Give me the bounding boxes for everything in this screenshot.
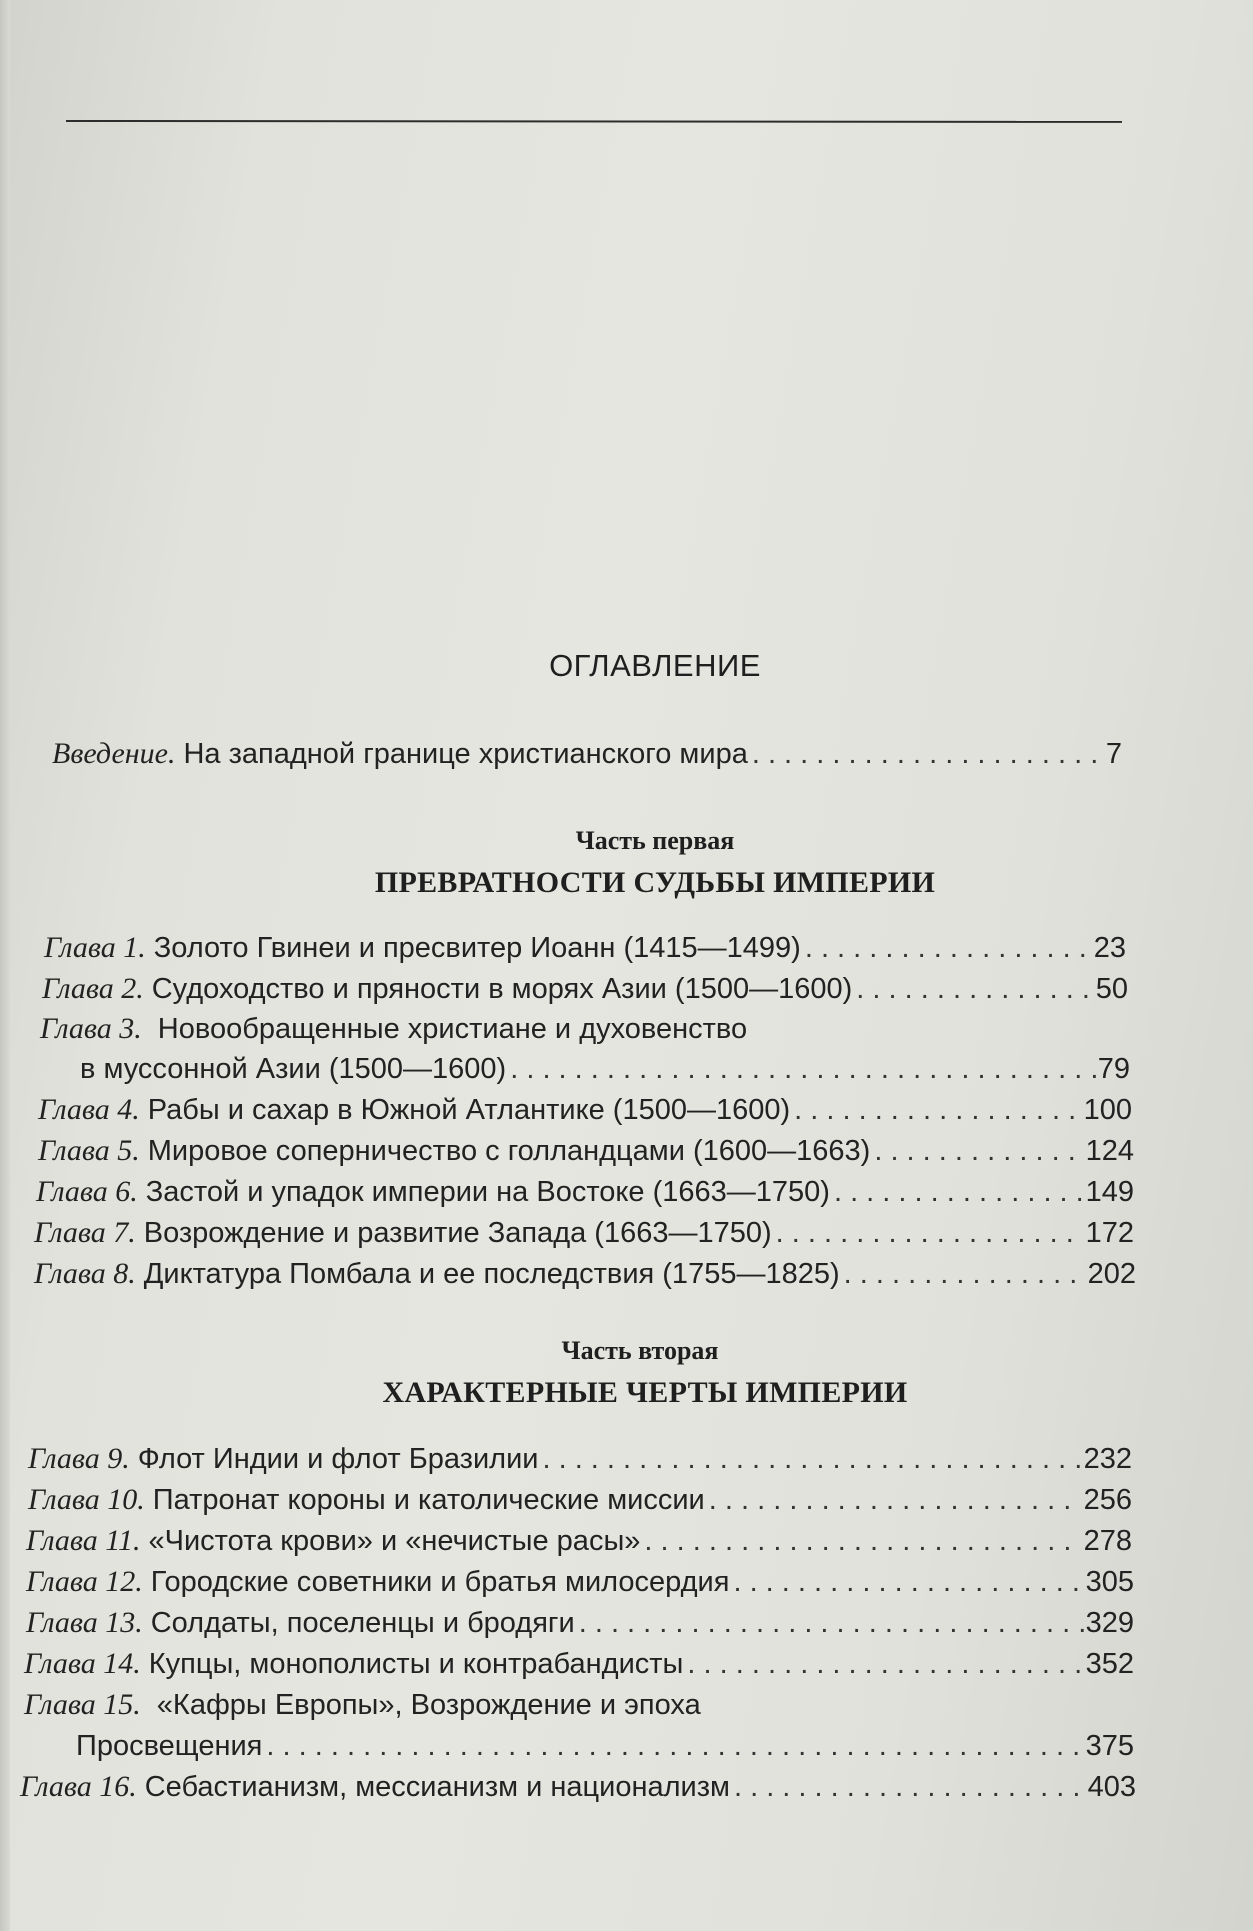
leader-dots — [834, 1174, 1084, 1210]
entry-label: Глава 11. — [26, 1524, 141, 1557]
entry-title: Патронат короны и католические миссии — [152, 1484, 705, 1516]
toc-entry-chapter-14 — [24, 1646, 1134, 1682]
entry-label: Глава 1. — [44, 931, 146, 964]
entry-title: «Кафры Европы», Возрождение и эпоха — [156, 1689, 701, 1721]
entry-title: Золото Гвинеи и пресвитер Иоанн (1415—1499) — [153, 932, 801, 964]
entry-label: Введение. — [52, 737, 176, 770]
entry-label: Глава 13. — [26, 1606, 143, 1639]
leader-dots — [874, 1133, 1083, 1169]
entry-title: Диктатура Помбала и ее последствия (1755—1825) — [143, 1258, 840, 1290]
entry-page: 7 — [1105, 738, 1122, 770]
entry-title: Судоходство и пряности в морях Азии (1500—1600) — [151, 973, 853, 1005]
entry-page: 232 — [1083, 1443, 1132, 1475]
toc-entry-chapter-12 — [26, 1564, 1134, 1600]
entry-label: Глава 12. — [26, 1565, 143, 1598]
entry-page: 202 — [1087, 1258, 1136, 1290]
leader-dots — [579, 1605, 1084, 1641]
entry-label: Глава 4. — [38, 1093, 140, 1126]
toc-entry-chapter-7 — [34, 1215, 1134, 1251]
leader-dots — [856, 971, 1093, 1007]
entry-page: 329 — [1085, 1607, 1134, 1639]
toc-entry-chapter-15 — [76, 1728, 1134, 1764]
entry-title: Возрождение и развитие Запада (1663—1750) — [143, 1217, 772, 1249]
entry-title: Застой и упадок империи на Востоке (1663—1750) — [145, 1176, 830, 1208]
leader-dots — [266, 1728, 1083, 1764]
toc-entry-chapter-8 — [34, 1256, 1136, 1292]
entry-label: Глава 15. — [24, 1688, 141, 1721]
leader-dots — [733, 1564, 1083, 1600]
entry-page: 403 — [1087, 1771, 1136, 1803]
entry-label: Глава 10. — [28, 1483, 145, 1516]
toc-entry-chapter-6 — [36, 1174, 1134, 1210]
leader-dots — [542, 1441, 1081, 1477]
entry-title: Новообращенные христиане и духовенство — [157, 1013, 748, 1045]
entry-label: Глава 14. — [24, 1647, 141, 1680]
entry-label: Глава 3. — [40, 1012, 142, 1045]
entry-label: Глава 7. — [34, 1216, 136, 1249]
entry-title-continued: в муссонной Азии (1500—1600) — [80, 1053, 507, 1085]
entry-page: 305 — [1085, 1566, 1134, 1598]
entry-title: Городские советники и братья милосердия — [150, 1566, 730, 1598]
entry-title-continued: Просвещения — [76, 1730, 263, 1762]
entry-label: Глава 9. — [28, 1442, 130, 1475]
entry-page: 149 — [1085, 1176, 1134, 1208]
entry-title: Рабы и сахар в Южной Атлантике (1500—1600) — [147, 1094, 791, 1126]
leader-dots — [752, 736, 1104, 772]
entry-title: Мировое соперничество с голландцами (1600—1663) — [147, 1135, 871, 1167]
leader-dots — [709, 1482, 1082, 1518]
leader-dots — [734, 1769, 1086, 1805]
entry-title: Себастианизм, мессианизм и национализм — [144, 1771, 730, 1803]
entry-page: 23 — [1093, 932, 1126, 964]
entry-title: Солдаты, поселенцы и бродяги — [150, 1607, 575, 1639]
leader-dots — [776, 1215, 1084, 1251]
entry-page: 375 — [1085, 1730, 1134, 1762]
entry-title: Купцы, монополисты и контрабандисты — [148, 1648, 684, 1680]
part-two-label: Часть вторая — [561, 1336, 719, 1365]
leader-dots — [794, 1092, 1081, 1128]
toc-entry-chapter-9 — [28, 1441, 1132, 1477]
toc-entry-chapter-1 — [44, 930, 1126, 966]
toc-entry-chapter-13 — [26, 1605, 1134, 1641]
leader-dots — [510, 1051, 1096, 1087]
entry-title: Флот Индии и флот Бразилии — [137, 1443, 539, 1475]
toc-entry-chapter-10 — [28, 1482, 1132, 1518]
entry-label: Глава 2. — [42, 972, 144, 1005]
toc-entry-intro — [52, 736, 1122, 772]
leader-dots — [644, 1523, 1081, 1559]
entry-label: Глава 6. — [36, 1175, 138, 1208]
toc-entry-chapter-2 — [42, 971, 1128, 1007]
toc-entry-chapter-5 — [38, 1133, 1134, 1169]
leader-dots — [805, 930, 1092, 966]
leader-dots — [844, 1256, 1086, 1292]
part-two-title: ХАРАКТЕРНЫЕ ЧЕРТЫ ИМПЕРИИ — [382, 1376, 908, 1409]
leader-dots — [687, 1646, 1083, 1682]
entry-title: «Чистота крови» и «нечистые расы» — [148, 1525, 641, 1557]
entry-title: На западной границе христианского мира — [183, 738, 748, 770]
toc-entry-chapter-16 — [20, 1769, 1136, 1805]
entry-page: 172 — [1085, 1217, 1134, 1249]
toc-entry-chapter-15-first-line — [24, 1687, 701, 1723]
entry-label: Глава 8. — [34, 1257, 136, 1290]
entry-label: Глава 5. — [38, 1134, 140, 1167]
entry-page: 50 — [1095, 973, 1128, 1005]
toc-heading: ОГЛАВЛЕНИЕ — [549, 648, 761, 683]
toc-entry-chapter-11 — [26, 1523, 1132, 1559]
part-one-title: ПРЕВРАТНОСТИ СУДЬБЫ ИМПЕРИИ — [374, 866, 936, 899]
entry-page: 100 — [1083, 1094, 1132, 1126]
toc-entry-chapter-4 — [38, 1092, 1132, 1128]
part-one-label: Часть первая — [575, 826, 735, 855]
entry-page: 79 — [1097, 1053, 1130, 1085]
entry-page: 352 — [1085, 1648, 1134, 1680]
toc-entry-chapter-3 — [80, 1051, 1130, 1087]
entry-page: 256 — [1083, 1484, 1132, 1516]
entry-page: 278 — [1083, 1525, 1132, 1557]
entry-label: Глава 16. — [20, 1770, 137, 1803]
entry-page: 124 — [1085, 1135, 1134, 1167]
toc-entry-chapter-3-first-line — [40, 1011, 747, 1047]
